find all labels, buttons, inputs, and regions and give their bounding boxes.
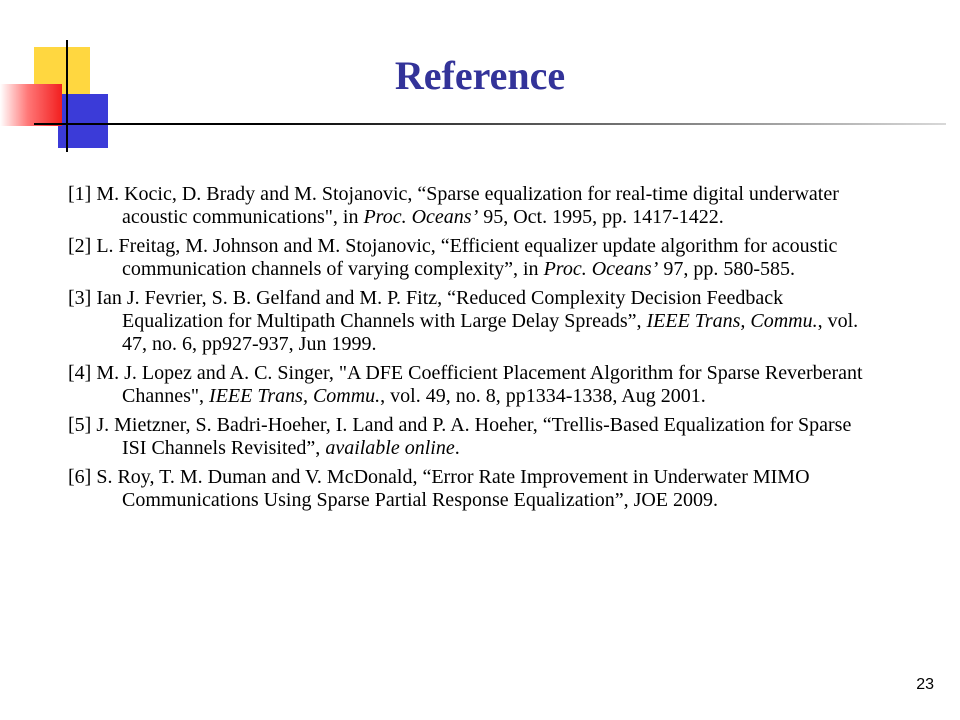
reference-number: [4]	[68, 362, 92, 384]
reference-item	[68, 466, 868, 512]
slide-title: Reference	[394, 53, 566, 98]
reference-text: M. Kocic, D. Brady and M. Stojanovic, “Sparse equalization for real-time digital underwater acoustic communications", in	[91, 183, 839, 228]
reference-venue: available online	[325, 437, 455, 459]
reference-venue: Proc. Oceans’	[543, 258, 659, 280]
reference-details: 97, pp. 580-585.	[658, 258, 796, 280]
reference-text: S. Roy, T. M. Duman and V. McDonald, “Error Rate Improvement in Underwater MIMO Communications Using Sparse Partial Response Equalization”, JOE 2009.	[91, 466, 810, 511]
reference-venue: IEEE Trans, Commu.	[646, 310, 818, 332]
reference-item	[68, 235, 868, 281]
page-number: 23	[916, 676, 934, 693]
reference-details: .	[454, 437, 460, 459]
reference-item	[68, 414, 868, 460]
reference-number: [5]	[68, 414, 92, 436]
reference-text: Ian J. Fevrier, S. B. Gelfand and M. P. Fitz, “Reduced Complexity Decision Feedback Equalization for Multipath Channels with Large Delay Spreads”,	[91, 287, 784, 332]
reference-details: 95, Oct. 1995, pp. 1417-1422.	[478, 206, 724, 228]
reference-item	[68, 183, 868, 229]
reference-venue: IEEE Trans, Commu.	[209, 385, 381, 407]
reference-venue: Proc. Oceans’	[363, 206, 479, 228]
reference-number: [3]	[68, 287, 92, 309]
reference-number: [1]	[68, 183, 92, 205]
reference-details: , vol. 49, no. 8, pp1334-1338, Aug 2001.	[380, 385, 706, 407]
reference-number: [6]	[68, 466, 92, 488]
reference-number: [2]	[68, 235, 92, 257]
reference-text: M. J. Lopez and A. C. Singer, "A DFE Coefficient Placement Algorithm for Sparse Reverberant Channes",	[91, 362, 863, 407]
reference-list	[68, 183, 868, 518]
reference-text: L. Freitag, M. Johnson and M. Stojanovic, “Efficient equalizer update algorithm for acoustic communication channels of varying complexity”, in	[91, 235, 838, 280]
decor-horizontal-rule	[34, 123, 946, 125]
reference-details: , vol. 47, no. 6, pp927-937, Jun 1999.	[122, 310, 859, 355]
reference-item	[68, 287, 868, 356]
reference-text: J. Mietzner, S. Badri-Hoeher, I. Land and P. A. Hoeher, “Trellis-Based Equalization for Sparse ISI Channels Revisited”,	[91, 414, 852, 459]
reference-item	[68, 362, 868, 408]
